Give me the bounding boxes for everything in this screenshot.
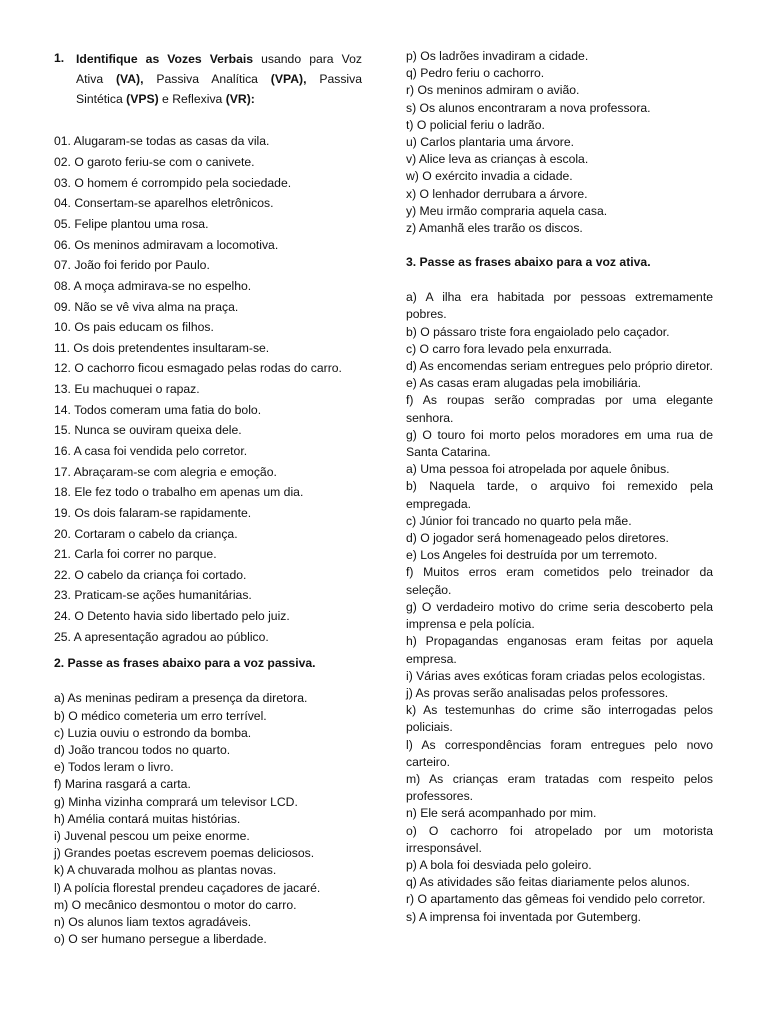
sentence-item: 12. O cachorro ficou esmagado pelas rodas do carro. xyxy=(54,361,342,376)
sentence-item: 01. Alugaram-se todas as casas da vila. xyxy=(54,134,270,149)
sentence-item: 03. O homem é corrompido pela sociedade. xyxy=(54,175,292,190)
question-1-intro-d: e Reflexiva xyxy=(158,91,226,106)
sentence-item: f) As roupas serão compradas por uma elegante senhora. xyxy=(406,393,713,425)
sentence-item: l) A polícia florestal prendeu caçadores de jacaré. xyxy=(54,880,321,895)
question-1-intro-b: Passiva Analítica xyxy=(143,71,271,86)
sentence-item: f) Marina rasgará a carta. xyxy=(54,777,191,792)
sentence-item: i) Juvenal pescou um peixe enorme. xyxy=(54,829,250,844)
sentence-item: f) Muitos erros eram cometidos pelo treinador da seleção. xyxy=(406,565,713,597)
sentence-item: 15. Nunca se ouviram queixa dele. xyxy=(54,423,242,438)
question-1-intro-c: Passiva Sintética xyxy=(76,71,362,106)
sentence-item: 11. Os dois pretendentes insultaram-se. xyxy=(54,340,270,355)
sentence-item: o) O ser humano persegue a liberdade. xyxy=(54,932,267,947)
sentence-item: g) Minha vizinha comprará um televisor LCD. xyxy=(54,794,298,809)
vps-label: (VPS) xyxy=(126,91,159,106)
sentence-item: 20. Cortaram o cabelo da criança. xyxy=(54,526,238,541)
sentence-item: q) As atividades são feitas diariamente pelos alunos. xyxy=(406,875,690,890)
sentence-item: 24. O Detento havia sido libertado pelo juiz. xyxy=(54,609,290,624)
question-1-title: Identifique as Vozes Verbais xyxy=(76,52,254,66)
sentence-item: m) O mecânico desmontou o motor do carro. xyxy=(54,897,297,912)
sentence-item: e) As casas eram alugadas pela imobiliária. xyxy=(406,376,642,391)
sentence-item: k) A chuvarada molhou as plantas novas. xyxy=(54,863,277,878)
va-label: (VA), xyxy=(115,71,144,86)
sentence-item: p) Os ladrões invadiram a cidade. xyxy=(406,49,589,63)
vpa-label: (VPA), xyxy=(270,71,307,86)
sentence-item: o) O cachorro foi atropelado por um motorista irresponsável. xyxy=(406,823,713,855)
sentence-item: 19. Os dois falaram-se rapidamente. xyxy=(54,505,252,520)
sentence-item: 13. Eu machuquei o rapaz. xyxy=(54,382,200,397)
sentence-item: 17. Abraçaram-se com alegria e emoção. xyxy=(54,464,277,479)
sentence-item: z) Amanhã eles trarão os discos. xyxy=(406,221,583,236)
sentence-item: 06. Os meninos admiravam a locomotiva. xyxy=(54,237,279,252)
sentence-item: n) Os alunos liam textos agradáveis. xyxy=(54,915,252,930)
sentence-item: y) Meu irmão compraria aquela casa. xyxy=(406,203,608,218)
sentence-item: q) Pedro feriu o cachorro. xyxy=(406,66,545,81)
sentence-item: 02. O garoto feriu-se com o canivete. xyxy=(54,155,255,170)
question-1-number: 1. xyxy=(54,51,65,65)
question-3-list xyxy=(406,289,713,926)
sentence-item: d) As encomendas seriam entregues pelo próprio diretor. xyxy=(406,359,713,374)
sentence-item: 05. Felipe plantou uma rosa. xyxy=(54,216,209,231)
sentence-item: c) Luzia ouviu o estrondo da bomba. xyxy=(54,725,252,740)
sentence-item: a) Uma pessoa foi atropelada por aquele ônibus. xyxy=(406,462,670,477)
sentence-item: j) As provas serão analisadas pelos professores. xyxy=(406,685,669,700)
sentence-item: r) Os meninos admiram o avião. xyxy=(406,83,580,98)
question-2-heading: 2. Passe as frases abaixo para a voz passiva. xyxy=(54,656,316,671)
sentence-item: 09. Não se vê viva alma na praça. xyxy=(54,299,239,314)
question-1-text xyxy=(76,50,362,109)
sentence-item: 18. Ele fez todo o trabalho em apenas um dia. xyxy=(54,485,304,500)
vr-label: (VR): xyxy=(225,91,255,106)
sentence-item: d) O jogador será homenageado pelos diretores. xyxy=(406,531,669,546)
sentence-item: 23. Praticam-se ações humanitárias. xyxy=(54,588,252,603)
sentence-item: g) O touro foi morto pelos moradores em uma rua de Santa Catarina. xyxy=(406,427,713,460)
sentence-item: a) As meninas pediram a presença da diretora. xyxy=(54,691,308,706)
sentence-item: 08. A moça admirava-se no espelho. xyxy=(54,278,252,293)
sentence-item: s) A imprensa foi inventada por Gutemberg. xyxy=(406,909,642,924)
sentence-item: e) Todos leram o livro. xyxy=(54,760,174,775)
sentence-item: u) Carlos plantaria uma árvore. xyxy=(406,135,574,150)
sentence-item: 21. Carla foi correr no parque. xyxy=(54,547,217,562)
question-1-intro-a: usando para Voz Ativa xyxy=(76,52,362,86)
sentence-item: b) Naquela tarde, o arquivo foi remexido pela empregada. xyxy=(406,479,713,511)
sentence-item: i) Várias aves exóticas foram criadas pelos ecologistas. xyxy=(406,668,706,683)
sentence-item: c) Júnior foi trancado no quarto pela mãe. xyxy=(406,513,632,528)
sentence-item: 07. João foi ferido por Paulo. xyxy=(54,258,210,273)
sentence-item: a) A ilha era habitada por pessoas extremamente pobres. xyxy=(406,290,713,322)
question-1-instruction xyxy=(54,50,362,109)
sentence-item: 22. O cabelo da criança foi cortado. xyxy=(54,567,247,582)
sentence-item: h) Amélia contará muitas histórias. xyxy=(54,811,241,826)
sentence-item: 14. Todos comeram uma fatia do bolo. xyxy=(54,402,262,417)
sentence-item: e) Los Angeles foi destruída por um terremoto. xyxy=(406,548,658,563)
sentence-item: s) Os alunos encontraram a nova professora. xyxy=(406,100,651,115)
sentence-item: v) Alice leva as crianças à escola. xyxy=(406,152,589,167)
question-3-heading: 3. Passe as frases abaixo para a voz ativa. xyxy=(406,255,651,270)
sentence-item: l) As correspondências foram entregues pelo novo carteiro. xyxy=(406,737,713,769)
sentence-item: x) O lenhador derrubara a árvore. xyxy=(406,186,588,201)
sentence-item: r) O apartamento das gêmeas foi vendido pelo corretor. xyxy=(406,892,706,907)
sentence-item: 04. Consertam-se aparelhos eletrônicos. xyxy=(54,196,274,211)
sentence-item: p) A bola foi desviada pelo goleiro. xyxy=(406,857,592,872)
right-column xyxy=(406,48,713,926)
sentence-item: 25. A apresentação agradou ao público. xyxy=(54,629,269,644)
question-2-list-left xyxy=(54,690,362,948)
sentence-item: b) O médico cometeria um erro terrível. xyxy=(54,708,267,723)
sentence-item: d) João trancou todos no quarto. xyxy=(54,743,231,758)
sentence-item: n) Ele será acompanhado por mim. xyxy=(406,806,597,821)
sentence-item: h) Propagandas enganosas eram feitas por aquela empresa. xyxy=(406,634,713,666)
question-2-list-right xyxy=(406,48,713,237)
sentence-item: g) O verdadeiro motivo do crime seria descoberto pela imprensa e pela polícia. xyxy=(406,599,713,632)
sentence-item: 16. A casa foi vendida pelo corretor. xyxy=(54,444,248,458)
sentence-item: k) As testemunhas do crime são interrogadas pelos policiais. xyxy=(406,703,713,735)
sentence-item: b) O pássaro triste fora engaiolado pelo caçador. xyxy=(406,324,670,339)
sentence-item: w) O exército invadia a cidade. xyxy=(406,169,573,184)
sentence-item: 10. Os pais educam os filhos. xyxy=(54,320,214,335)
sentence-item: c) O carro fora levado pela enxurrada. xyxy=(406,341,612,356)
sentence-item: j) Grandes poetas escrevem poemas deliciosos. xyxy=(54,846,315,861)
left-column xyxy=(54,48,362,948)
sentence-item: m) As crianças eram tratadas com respeito pelos professores. xyxy=(406,771,713,804)
question-1-list xyxy=(54,131,362,647)
sentence-item: t) O policial feriu o ladrão. xyxy=(406,117,545,132)
